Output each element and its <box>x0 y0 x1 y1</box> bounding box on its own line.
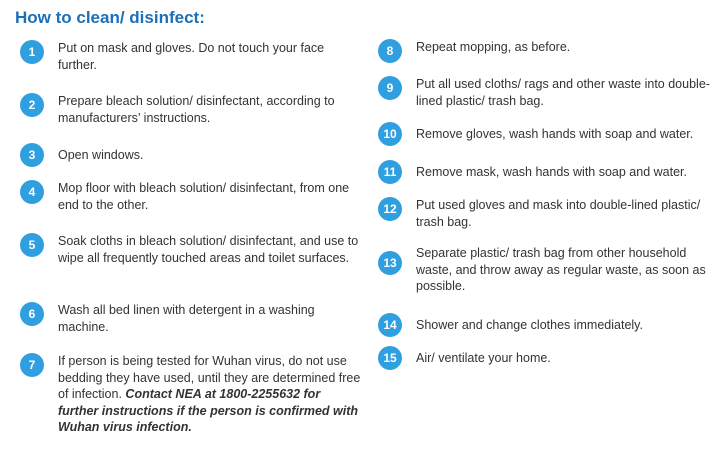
step-number-badge: 7 <box>20 353 44 377</box>
step-number-badge: 11 <box>378 160 402 184</box>
step-number-badge: 9 <box>378 76 402 100</box>
step-text: Remove mask, wash hands with soap and water. <box>416 165 687 179</box>
step-number-badge: 8 <box>378 39 402 63</box>
step-number-badge: 5 <box>20 233 44 257</box>
step-text: Open windows. <box>58 148 144 162</box>
step-number-badge: 3 <box>20 143 44 167</box>
step-text: Separate plastic/ trash bag from other household waste, and throw away as regular waste, as soon as possible. <box>416 246 706 293</box>
step-text: Put on mask and gloves. Do not touch your face further. <box>58 41 325 72</box>
step-text: Repeat mopping, as before. <box>416 40 571 54</box>
step-text: Mop floor with bleach solution/ disinfectant, from one end to the other. <box>58 181 350 212</box>
step-number-badge: 6 <box>20 302 44 326</box>
step-number-badge: 2 <box>20 93 44 117</box>
step-text: Prepare bleach solution/ disinfectant, according to manufacturers’ instructions. <box>58 94 335 125</box>
step-number-badge: 10 <box>378 122 402 146</box>
step-text: Shower and change clothes immediately. <box>416 318 643 332</box>
step-number-badge: 12 <box>378 197 402 221</box>
step-text: Remove gloves, wash hands with soap and water. <box>416 127 694 141</box>
step-number-badge: 14 <box>378 313 402 337</box>
step-text: Put all used cloths/ rags and other waste into double-lined plastic/ trash bag. <box>416 77 710 108</box>
step-number-badge: 13 <box>378 251 402 275</box>
step-number-badge: 4 <box>20 180 44 204</box>
step-text: Soak cloths in bleach solution/ disinfectant, and use to wipe all frequently touched areas and toilet surfaces. <box>58 234 359 265</box>
step-text: Air/ ventilate your home. <box>416 351 551 365</box>
step-text-regular: If person is being tested for Wuhan virus, do not use bedding they have used, until they are determined free of infection. <box>58 354 361 401</box>
step-number-badge: 1 <box>20 40 44 64</box>
step-text: Wash all bed linen with detergent in a washing machine. <box>58 303 315 334</box>
step-text: Put used gloves and mask into double-lined plastic/ trash bag. <box>416 198 701 229</box>
step-number-badge: 15 <box>378 346 402 370</box>
contact-nea-text: Contact NEA at 1800-2255632 for further instructions if the person is confirmed with Wuhan virus infection. <box>58 387 359 434</box>
page-title: How to clean/ disinfect: <box>15 8 205 27</box>
step-text <box>58 353 363 436</box>
